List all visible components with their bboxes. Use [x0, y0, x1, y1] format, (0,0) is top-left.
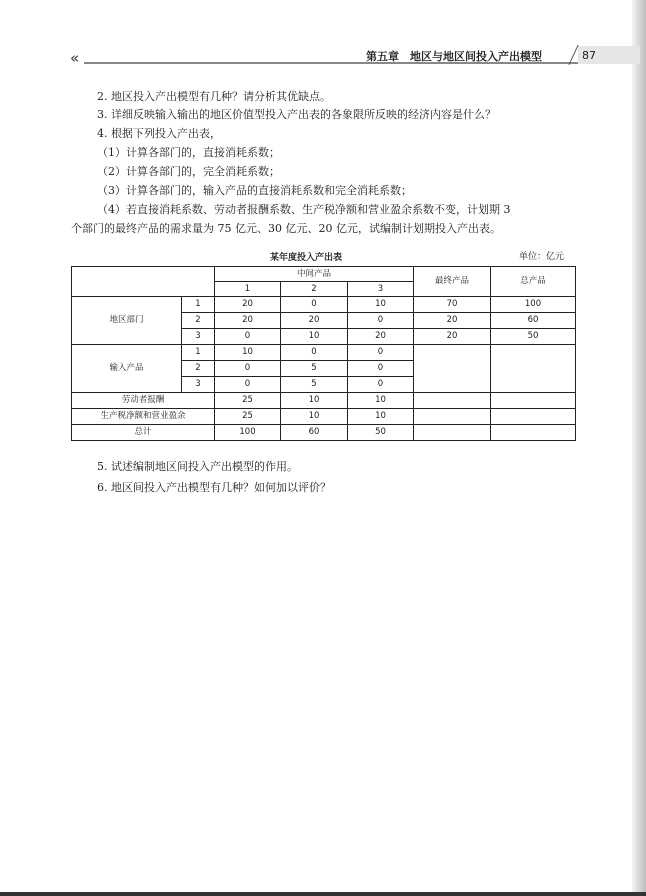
question-2: 2. 地区投入产出模型有几种？请分析其优缺点。 — [97, 90, 331, 103]
labor-label: 劳动者报酬 — [72, 393, 215, 409]
question-4-part-1: （1）计算各部门的，直接消耗系数； — [97, 146, 280, 159]
table-cell: 0 — [281, 345, 348, 361]
total-header: 总产品 — [491, 267, 576, 297]
col-header: 1 — [215, 282, 281, 297]
running-header — [70, 46, 630, 66]
final-cell: 20 — [414, 329, 491, 345]
row-index: 2 — [182, 361, 215, 377]
row-index: 2 — [182, 313, 215, 329]
table-row — [72, 345, 576, 361]
table-row — [72, 409, 576, 425]
total-cell: 60 — [491, 313, 576, 329]
question-4-part-4: （4）若直接消耗系数、劳动者报酬系数、生产税净额和营业盈余系数不变，计划期 3 — [97, 203, 511, 216]
imported-label: 输入产品 — [72, 345, 182, 393]
table-cell: 0 — [281, 297, 348, 313]
table-cell: 25 — [215, 393, 281, 409]
corner-cell — [72, 267, 215, 297]
chapter-title: 第五章 地区与地区间投入产出模型 — [366, 50, 542, 63]
final-cell: 70 — [414, 297, 491, 313]
col-header: 3 — [348, 282, 414, 297]
question-4: 4. 根据下列投入产出表， — [97, 127, 221, 140]
table-row — [72, 393, 576, 409]
question-4-part-2: （2）计算各部门的，完全消耗系数； — [97, 165, 280, 178]
page-bottom-border — [0, 892, 646, 896]
table-cell: 20 — [281, 313, 348, 329]
table-caption: 某年度投入产出表 — [270, 253, 343, 263]
page-number: 87 — [582, 49, 596, 62]
table-cell: 0 — [348, 361, 414, 377]
table-cell: 10 — [281, 409, 348, 425]
table-cell: 25 — [215, 409, 281, 425]
table-cell: 10 — [215, 345, 281, 361]
question-5: 5. 试述编制地区间投入产出模型的作用。 — [97, 460, 298, 473]
table-cell: 0 — [215, 377, 281, 393]
empty-cell — [491, 393, 576, 409]
question-4-part-4-cont: 个部门的最终产品的需求量为 75 亿元、30 亿元、20 亿元，试编制计划期投入产出表。 — [71, 222, 501, 235]
empty-cell — [491, 409, 576, 425]
regional-label: 地区部门 — [72, 297, 182, 345]
final-cell: 20 — [414, 313, 491, 329]
table-cell: 20 — [215, 297, 281, 313]
total-cell: 100 — [491, 297, 576, 313]
question-6: 6. 地区间投入产出模型有几种？如何加以评价？ — [97, 481, 331, 494]
empty-final-block — [414, 345, 491, 393]
table-cell: 20 — [215, 313, 281, 329]
row-index: 3 — [182, 377, 215, 393]
double-chevron-left-icon: « — [70, 49, 80, 67]
table-cell: 50 — [348, 425, 414, 441]
total-row-label: 总计 — [72, 425, 215, 441]
question-3: 3. 详细反映输入输出的地区价值型投入产出表的各象限所反映的经济内容是什么？ — [97, 108, 496, 121]
row-index: 3 — [182, 329, 215, 345]
table-cell: 5 — [281, 377, 348, 393]
table-cell: 10 — [348, 297, 414, 313]
empty-cell — [491, 425, 576, 441]
table-header-row-1 — [72, 267, 576, 282]
table-cell: 10 — [281, 393, 348, 409]
table-cell: 0 — [348, 377, 414, 393]
tax-label: 生产税净额和营业盈余 — [72, 409, 215, 425]
total-cell: 50 — [491, 329, 576, 345]
table-cell: 60 — [281, 425, 348, 441]
table-cell: 10 — [281, 329, 348, 345]
input-output-table — [71, 266, 576, 441]
empty-cell — [414, 425, 491, 441]
col-header: 2 — [281, 282, 348, 297]
row-index: 1 — [182, 345, 215, 361]
table-cell: 20 — [348, 329, 414, 345]
intermediate-header: 中间产品 — [215, 267, 414, 282]
table-cell: 10 — [348, 409, 414, 425]
empty-cell — [414, 393, 491, 409]
table-cell: 0 — [215, 361, 281, 377]
empty-cell — [414, 409, 491, 425]
table-cell: 100 — [215, 425, 281, 441]
question-4-part-3: （3）计算各部门的，输入产品的直接消耗系数和完全消耗系数； — [97, 184, 412, 197]
table-cell: 0 — [348, 313, 414, 329]
final-header: 最终产品 — [414, 267, 491, 297]
table-cell: 0 — [348, 345, 414, 361]
table-unit: 单位：亿元 — [519, 252, 565, 262]
table-cell: 0 — [215, 329, 281, 345]
page-edge-shadow — [632, 0, 646, 896]
table-row — [72, 425, 576, 441]
row-index: 1 — [182, 297, 215, 313]
table-cell: 10 — [348, 393, 414, 409]
table-cell: 5 — [281, 361, 348, 377]
empty-total-block — [491, 345, 576, 393]
table-row — [72, 297, 576, 313]
